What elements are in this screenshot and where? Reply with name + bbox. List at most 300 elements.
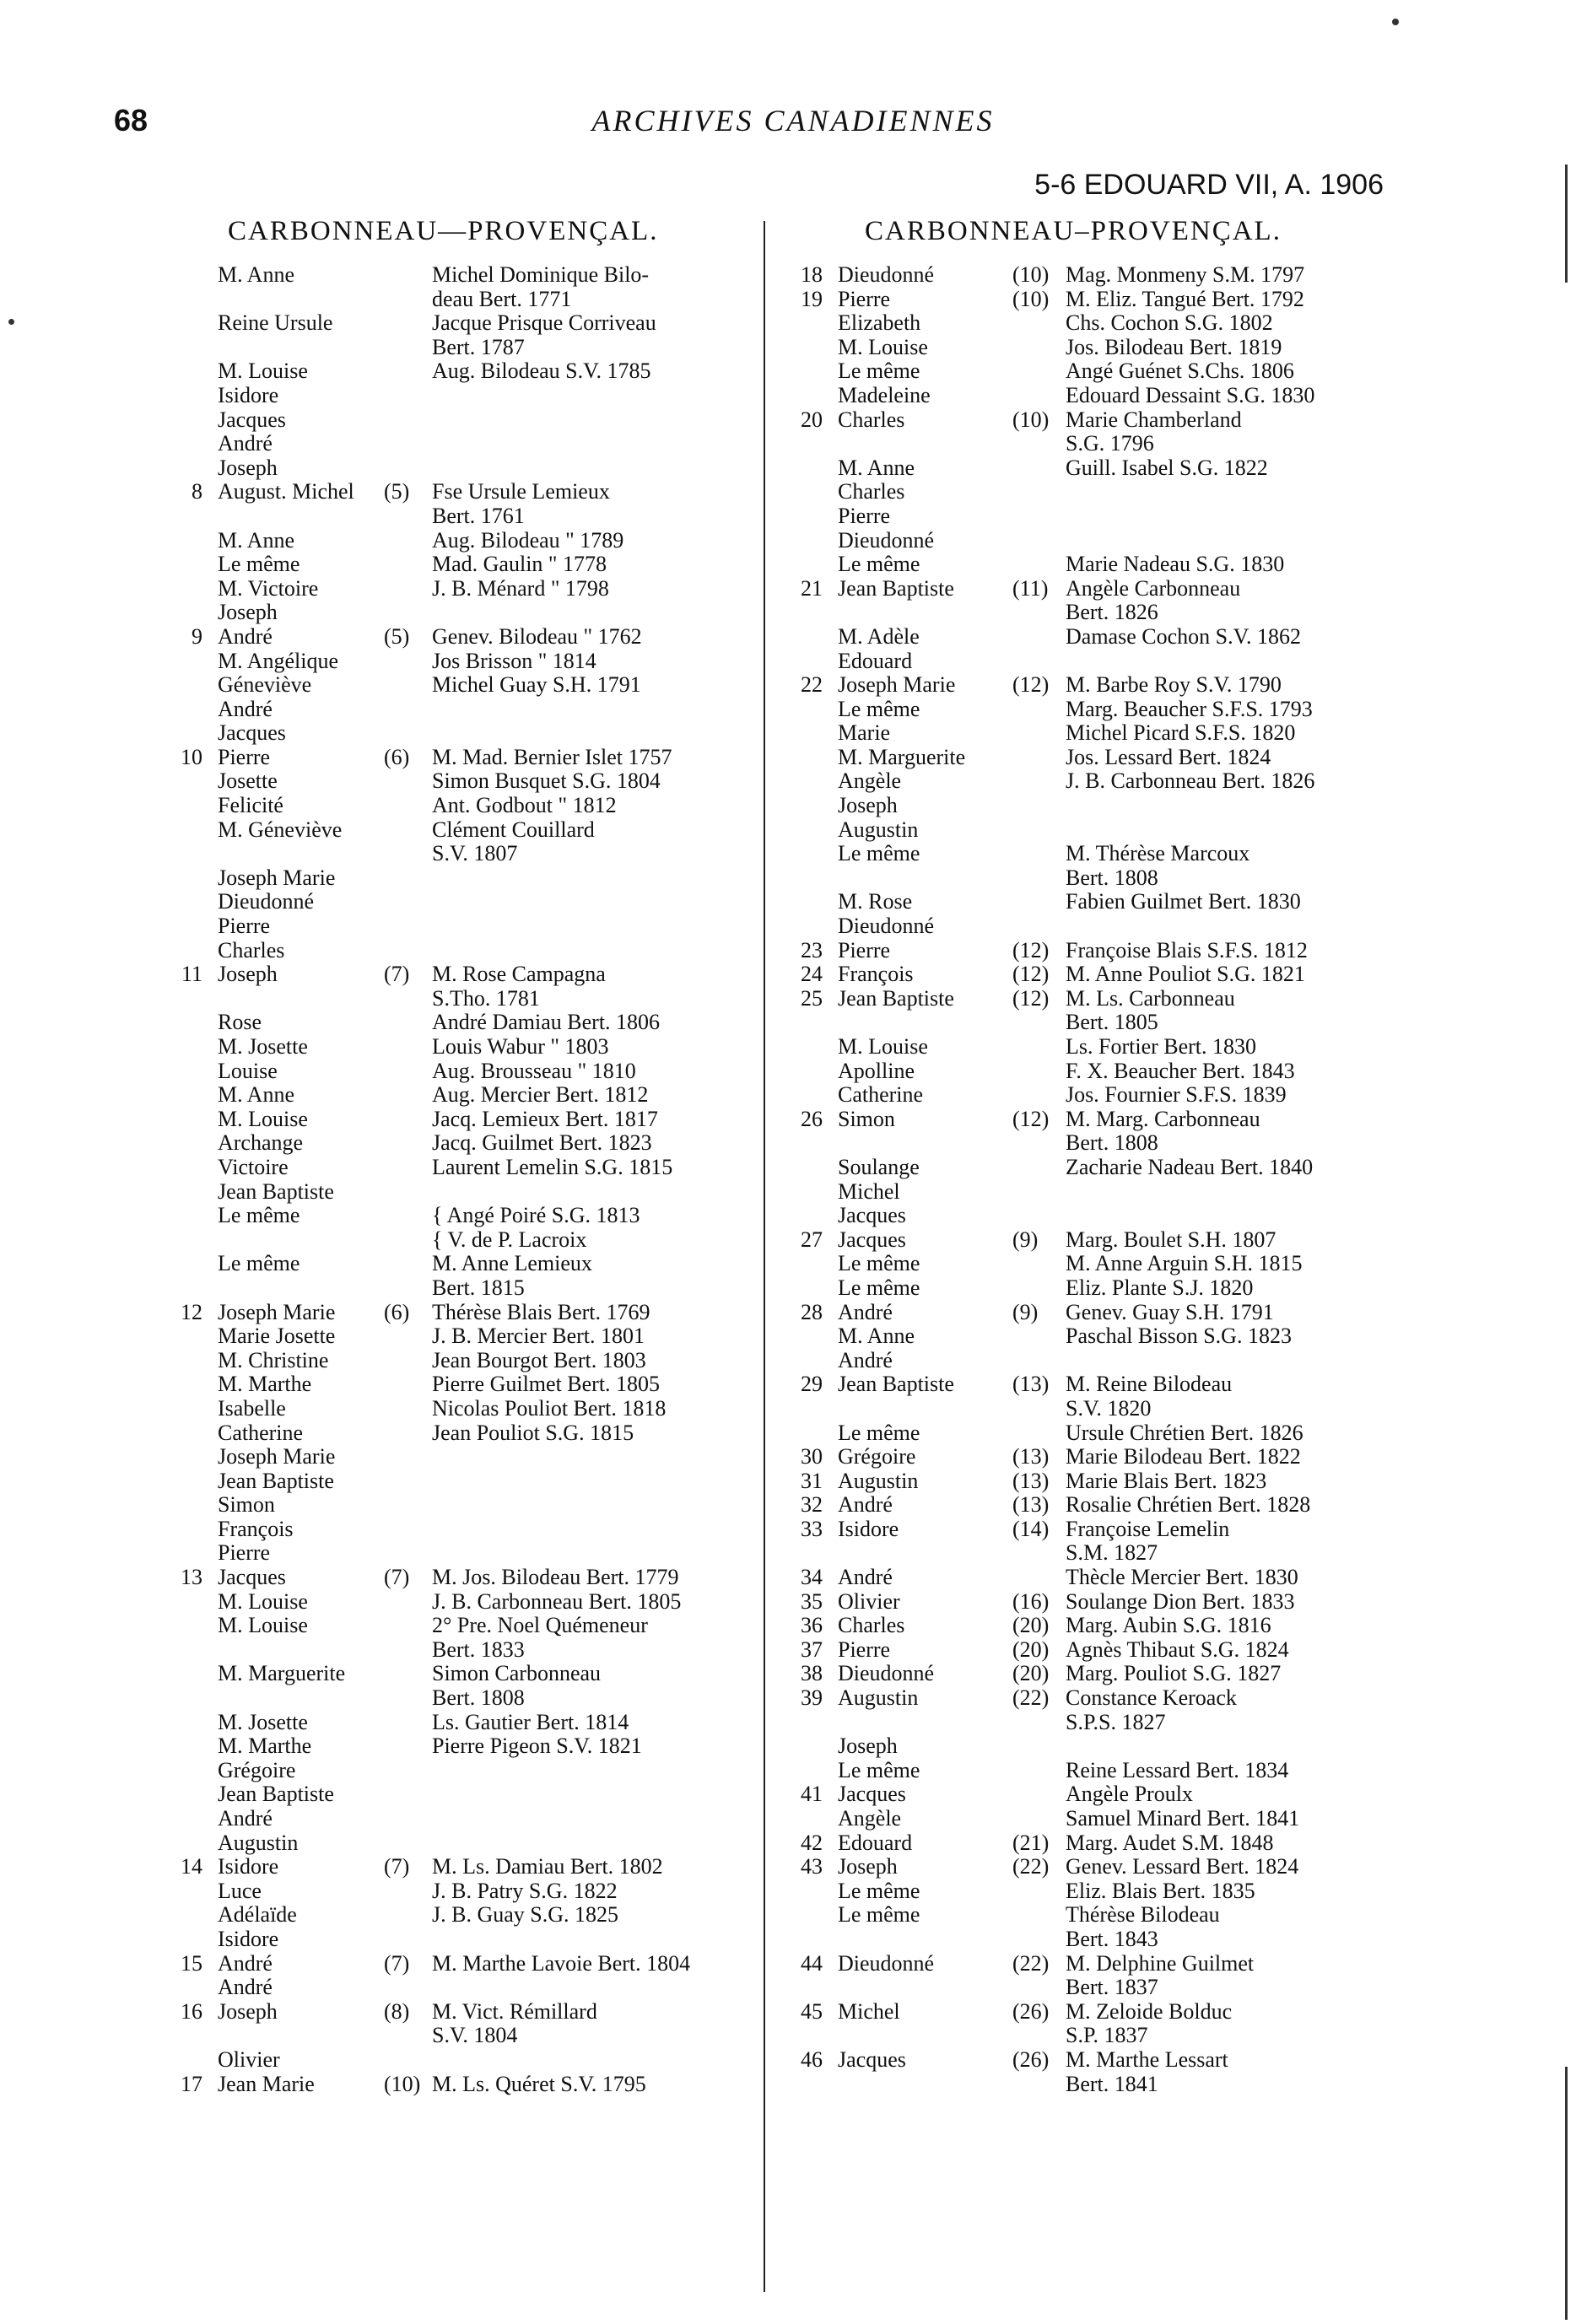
spouse-info: Aug. Brousseau " 1810 bbox=[432, 1058, 636, 1083]
spouse-info: M. Mad. Bernier Islet 1757 bbox=[432, 744, 672, 769]
spouse-info: M. Delphine Guilmet bbox=[1066, 1950, 1255, 1976]
spouse-info: M. Anne Arguin S.H. 1815 bbox=[1066, 1251, 1303, 1276]
entry-name: Marie Josette bbox=[218, 1324, 336, 1349]
entry-name: Pierre bbox=[838, 1637, 891, 1662]
entry-name: Jacques bbox=[218, 1565, 286, 1590]
entry-row bbox=[789, 1493, 1396, 1518]
entry-row bbox=[169, 553, 742, 577]
spouse-info: Genev. Lessard Bert. 1824 bbox=[1066, 1854, 1299, 1879]
entry-row bbox=[789, 673, 1396, 698]
spouse-info: J. B. Guay S.G. 1825 bbox=[432, 1902, 619, 1928]
entry-row bbox=[169, 577, 742, 601]
spouse-info: Laurent Lemelin S.G. 1815 bbox=[432, 1154, 673, 1179]
entry-row bbox=[169, 504, 742, 529]
entry-name: August. Michel bbox=[218, 479, 354, 504]
entry-name: Dieudonné bbox=[838, 1661, 935, 1686]
spouse-info: Bert. 1787 bbox=[432, 334, 525, 359]
entry-row bbox=[169, 1711, 742, 1735]
spouse-info: Thérèse Bilodeau bbox=[1066, 1902, 1220, 1928]
parent-ref: (7) bbox=[384, 1854, 410, 1879]
entry-number: 32 bbox=[801, 1492, 823, 1518]
entry-row bbox=[789, 721, 1396, 746]
parent-ref: (14) bbox=[1012, 1516, 1050, 1541]
entry-name: M. Louise bbox=[218, 1588, 308, 1614]
entry-name: André bbox=[838, 1299, 893, 1324]
entry-number: 41 bbox=[801, 1782, 823, 1807]
spouse-info: Thérèse Blais Bert. 1769 bbox=[432, 1299, 650, 1324]
right-column-heading: CARBONNEAU–PROVENÇAL. bbox=[865, 216, 1282, 246]
spouse-info: André Damiau Bert. 1806 bbox=[432, 1010, 661, 1035]
spouse-info: J. B. Ménard " 1798 bbox=[432, 575, 609, 601]
entry-number: 38 bbox=[801, 1661, 823, 1686]
parent-ref: (12) bbox=[1012, 1106, 1050, 1131]
entry-row bbox=[789, 1083, 1396, 1108]
entry-row bbox=[169, 1131, 742, 1156]
entry-number: 8 bbox=[192, 479, 202, 504]
entry-name: André bbox=[218, 431, 273, 456]
entry-name: M. Josette bbox=[218, 1034, 308, 1059]
entry-name: Joseph bbox=[838, 793, 898, 818]
entry-row bbox=[789, 698, 1396, 722]
entry-name: Jean Baptiste bbox=[838, 985, 954, 1011]
entry-number: 9 bbox=[192, 623, 202, 649]
entry-name: André bbox=[838, 1492, 893, 1518]
entry-name: André bbox=[838, 1347, 893, 1372]
entry-number: 42 bbox=[801, 1830, 823, 1855]
entry-name: André bbox=[218, 623, 273, 649]
spouse-info: Damase Cochon S.V. 1862 bbox=[1066, 623, 1302, 649]
entry-name: M. Adèle bbox=[838, 623, 920, 649]
parent-ref: (20) bbox=[1012, 1613, 1050, 1638]
entry-name: Isidore bbox=[838, 1516, 899, 1541]
entry-row bbox=[789, 1011, 1396, 1035]
entry-name: Pierre bbox=[218, 1540, 271, 1566]
parent-ref: (6) bbox=[384, 744, 410, 769]
entry-row bbox=[169, 359, 742, 384]
entry-name: M. Anne bbox=[218, 527, 294, 553]
entry-row bbox=[789, 1324, 1396, 1349]
spouse-info: Eliz. Plante S.J. 1820 bbox=[1066, 1275, 1254, 1300]
spouse-info: Constance Keroack bbox=[1066, 1685, 1237, 1711]
spouse-info: S.V. 1820 bbox=[1066, 1395, 1152, 1421]
entry-number: 21 bbox=[801, 575, 823, 601]
entry-name: André bbox=[218, 1806, 273, 1831]
entry-name: Augustin bbox=[838, 817, 919, 842]
entry-row bbox=[789, 1397, 1396, 1421]
entry-row bbox=[789, 866, 1396, 891]
spouse-info: Aug. Mercier Bert. 1812 bbox=[432, 1082, 649, 1108]
entry-number: 46 bbox=[801, 2046, 823, 2072]
entry-row bbox=[789, 1445, 1396, 1469]
entry-row bbox=[789, 1372, 1396, 1397]
spouse-info: J. B. Mercier Bert. 1801 bbox=[432, 1324, 645, 1349]
spouse-info: Angèle Proulx bbox=[1066, 1782, 1193, 1807]
entry-row bbox=[169, 1421, 742, 1446]
spouse-info: Genev. Bilodeau " 1762 bbox=[432, 623, 642, 649]
spouse-info: Bert. 1808 bbox=[432, 1685, 525, 1711]
entry-name: Le même bbox=[218, 552, 300, 577]
entry-name: Augustin bbox=[218, 1830, 299, 1855]
entry-name: André bbox=[218, 1975, 273, 2000]
entry-row bbox=[789, 1228, 1396, 1253]
entry-number: 11 bbox=[181, 962, 202, 987]
entry-name: Le même bbox=[838, 1420, 920, 1445]
entry-row bbox=[169, 2000, 742, 2025]
spouse-info: Marie Nadeau S.G. 1830 bbox=[1066, 552, 1285, 577]
entry-row bbox=[789, 1566, 1396, 1590]
parent-ref: (20) bbox=[1012, 1637, 1050, 1662]
entry-name: Le même bbox=[838, 1757, 920, 1782]
entry-name: André bbox=[838, 1565, 893, 1590]
entry-name: André bbox=[218, 1950, 273, 1976]
entry-row bbox=[789, 650, 1396, 674]
entry-name: M. Marguerite bbox=[218, 1661, 346, 1686]
entry-number: 22 bbox=[801, 672, 823, 698]
parent-ref: (10) bbox=[1012, 262, 1050, 287]
spouse-info: Françoise Lemelin bbox=[1066, 1516, 1230, 1541]
spouse-info: Pierre Guilmet Bert. 1805 bbox=[432, 1372, 661, 1397]
spouse-info: Angé Guénet S.Chs. 1806 bbox=[1066, 359, 1294, 384]
spouse-info: Jacq. Lemieux Bert. 1817 bbox=[432, 1106, 658, 1131]
entry-row bbox=[169, 939, 742, 963]
entry-name: M. Christine bbox=[218, 1347, 329, 1372]
entry-row bbox=[169, 1060, 742, 1084]
parent-ref: (12) bbox=[1012, 672, 1050, 698]
spouse-info: Ls. Fortier Bert. 1830 bbox=[1066, 1034, 1257, 1059]
entry-row bbox=[789, 1204, 1396, 1228]
spouse-info: M. Thérèse Marcoux bbox=[1066, 841, 1250, 866]
entry-name: Dieudonné bbox=[838, 527, 935, 553]
column-divider bbox=[764, 221, 765, 2292]
parent-ref: (22) bbox=[1012, 1685, 1050, 1711]
spouse-info: Marg. Pouliot S.G. 1827 bbox=[1066, 1661, 1282, 1686]
entry-name: Le même bbox=[838, 1902, 920, 1928]
spouse-info: Thècle Mercier Bert. 1830 bbox=[1066, 1565, 1298, 1590]
entry-row bbox=[169, 1035, 742, 1060]
entry-row bbox=[169, 2024, 742, 2048]
spouse-info: Jean Bourgot Bert. 1803 bbox=[432, 1347, 646, 1372]
entry-row bbox=[789, 890, 1396, 914]
spouse-info: Clément Couillard bbox=[432, 817, 595, 842]
entry-name: Le même bbox=[838, 696, 920, 721]
entry-name: Pierre bbox=[838, 286, 891, 311]
entry-name: Joseph Marie bbox=[218, 1444, 336, 1469]
entry-row bbox=[789, 1060, 1396, 1084]
parent-ref: (12) bbox=[1012, 962, 1050, 987]
spouse-info: Bert. 1837 bbox=[1066, 1975, 1158, 2000]
entry-name: M. Anne bbox=[838, 1324, 915, 1349]
entry-name: Grégoire bbox=[218, 1757, 296, 1782]
parent-ref: (26) bbox=[1012, 1998, 1050, 2024]
entry-row bbox=[169, 794, 742, 818]
entry-name: Pierre bbox=[218, 744, 271, 769]
entry-name: Joseph bbox=[218, 962, 278, 987]
entry-name: Jacques bbox=[218, 720, 286, 746]
parent-ref: (5) bbox=[384, 623, 410, 649]
parent-ref: (7) bbox=[384, 1950, 410, 1976]
entry-row bbox=[789, 1518, 1396, 1542]
entry-name: Charles bbox=[838, 479, 905, 504]
spouse-info: J. B. Carbonneau Bert. 1826 bbox=[1066, 768, 1315, 794]
spouse-info: Bert. 1843 bbox=[1066, 1926, 1158, 1951]
entry-row bbox=[169, 1590, 742, 1615]
entry-row bbox=[169, 746, 742, 770]
entry-row bbox=[789, 577, 1396, 601]
entry-name: Dieudonné bbox=[838, 262, 935, 287]
spouse-info: Aug. Bilodeau S.V. 1785 bbox=[432, 359, 651, 384]
parent-ref: (7) bbox=[384, 962, 410, 987]
entry-number: 45 bbox=[801, 1998, 823, 2024]
parent-ref: (8) bbox=[384, 1998, 410, 2024]
spouse-info: Jos. Fournier S.F.S. 1839 bbox=[1066, 1082, 1287, 1108]
entry-name: Le même bbox=[838, 552, 920, 577]
entry-name: Olivier bbox=[218, 2046, 280, 2072]
parent-ref: (10) bbox=[1012, 286, 1050, 311]
entry-name: M. Louise bbox=[218, 1613, 308, 1638]
spouse-info: Mag. Monmeny S.M. 1797 bbox=[1066, 262, 1305, 287]
entry-row bbox=[169, 1638, 742, 1663]
left-column-heading: CARBONNEAU—PROVENÇAL. bbox=[228, 216, 659, 246]
entry-row bbox=[789, 1421, 1396, 1446]
spouse-info: Jos Brisson " 1814 bbox=[432, 648, 596, 673]
entry-name: Le même bbox=[838, 1251, 920, 1276]
entry-row bbox=[169, 987, 742, 1011]
parent-ref: (13) bbox=[1012, 1444, 1050, 1469]
spouse-info: M. Rose Campagna bbox=[432, 962, 606, 987]
entry-row bbox=[789, 842, 1396, 866]
entry-number: 39 bbox=[801, 1685, 823, 1711]
spouse-info: Agnès Thibaut S.G. 1824 bbox=[1066, 1637, 1289, 1662]
entry-row bbox=[789, 1734, 1396, 1759]
entry-row bbox=[169, 698, 742, 722]
entry-row bbox=[789, 384, 1396, 408]
left-genealogy-column bbox=[169, 263, 742, 2096]
parent-ref: (26) bbox=[1012, 2046, 1050, 2072]
entry-row bbox=[789, 1301, 1396, 1325]
entry-row bbox=[789, 2024, 1396, 2048]
entry-name: M. Josette bbox=[218, 1709, 308, 1734]
entry-name: M. Angélique bbox=[218, 648, 338, 673]
entry-row bbox=[169, 480, 742, 504]
parent-ref: (12) bbox=[1012, 937, 1050, 962]
parent-ref: (9) bbox=[1012, 1227, 1039, 1252]
entry-name: François bbox=[218, 1516, 294, 1541]
entry-name: Joseph bbox=[218, 455, 278, 480]
spouse-info: Edouard Dessaint S.G. 1830 bbox=[1066, 382, 1315, 407]
spouse-info: J. B. Patry S.G. 1822 bbox=[432, 1878, 618, 1903]
parent-ref: (5) bbox=[384, 479, 410, 504]
entry-row bbox=[789, 1349, 1396, 1373]
parent-ref: (10) bbox=[1012, 407, 1050, 432]
entry-row bbox=[789, 1662, 1396, 1686]
entry-name: Joseph bbox=[838, 1734, 898, 1759]
spouse-info: Soulange Dion Bert. 1833 bbox=[1066, 1588, 1295, 1614]
entry-row bbox=[169, 384, 742, 408]
running-title: ARCHIVES CANADIENNES bbox=[591, 104, 995, 137]
entry-row bbox=[789, 504, 1396, 529]
entry-name: Dieudonné bbox=[838, 1950, 935, 1976]
entry-number: 36 bbox=[801, 1613, 823, 1638]
spouse-info: M. Ls. Carbonneau bbox=[1066, 985, 1235, 1011]
entry-name: Le même bbox=[838, 841, 920, 866]
spouse-info: Marg. Beaucher S.F.S. 1793 bbox=[1066, 696, 1313, 721]
spouse-info: S.G. 1796 bbox=[1066, 431, 1154, 456]
entry-number: 30 bbox=[801, 1444, 823, 1469]
entry-name: Madeleine bbox=[838, 382, 931, 407]
entry-name: M. Anne bbox=[218, 1082, 294, 1108]
entry-number: 15 bbox=[181, 1950, 202, 1976]
entry-name: Edouard bbox=[838, 1830, 913, 1855]
parent-ref: (7) bbox=[384, 1565, 410, 1590]
entry-row bbox=[169, 456, 742, 481]
entry-row bbox=[789, 2000, 1396, 2025]
entry-row bbox=[789, 1976, 1396, 2000]
entry-name: Jacques bbox=[838, 1782, 906, 1807]
spouse-info: M. Eliz. Tangué Bert. 1792 bbox=[1066, 286, 1304, 311]
entry-row bbox=[169, 1541, 742, 1566]
entry-row bbox=[169, 721, 742, 746]
entry-row bbox=[169, 1180, 742, 1205]
entry-row bbox=[169, 1831, 742, 1856]
spouse-info: M. Ls. Damiau Bert. 1802 bbox=[432, 1854, 663, 1879]
entry-name: Jean Baptiste bbox=[218, 1468, 334, 1493]
entry-row bbox=[789, 1879, 1396, 1904]
entry-name: Grégoire bbox=[838, 1444, 916, 1469]
spouse-info: Marg. Audet S.M. 1848 bbox=[1066, 1830, 1274, 1855]
entry-row bbox=[169, 601, 742, 625]
spouse-info: Simon Busquet S.G. 1804 bbox=[432, 768, 661, 794]
entry-row bbox=[789, 311, 1396, 336]
entry-row bbox=[789, 962, 1396, 987]
entry-name: Rose bbox=[218, 1010, 262, 1035]
spouse-info: M. Ls. Quéret S.V. 1795 bbox=[432, 2071, 646, 2096]
entry-name: Catherine bbox=[218, 1420, 304, 1445]
spouse-info: Michel Guay S.H. 1791 bbox=[432, 672, 641, 698]
spouse-info: Michel Dominique Bilo- bbox=[432, 262, 650, 287]
entry-row bbox=[169, 1879, 742, 1904]
entry-name: Apolline bbox=[838, 1058, 915, 1083]
spouse-info: Michel Picard S.F.S. 1820 bbox=[1066, 720, 1296, 746]
entry-row bbox=[789, 1831, 1396, 1856]
entry-row bbox=[789, 288, 1396, 312]
spouse-info: Mad. Gaulin " 1778 bbox=[432, 552, 607, 577]
spouse-info: Pierre Pigeon S.V. 1821 bbox=[432, 1734, 642, 1759]
spouse-info: Fse Ursule Lemieux bbox=[432, 479, 610, 504]
entry-name: Le même bbox=[218, 1251, 300, 1276]
entry-row bbox=[789, 359, 1396, 384]
entry-name: Elizabeth bbox=[838, 310, 921, 336]
spouse-info: deau Bert. 1771 bbox=[432, 286, 572, 311]
spouse-info: Jacque Prisque Corriveau bbox=[432, 310, 656, 336]
entry-row bbox=[789, 914, 1396, 939]
entry-name: M. Anne bbox=[838, 455, 915, 480]
spouse-info: S.P.S. 1827 bbox=[1066, 1709, 1166, 1734]
entry-row bbox=[169, 1614, 742, 1638]
parent-ref: (13) bbox=[1012, 1468, 1050, 1493]
entry-name: Luce bbox=[218, 1878, 262, 1903]
parent-ref: (22) bbox=[1012, 1950, 1050, 1976]
entry-row bbox=[789, 746, 1396, 770]
entry-row bbox=[169, 769, 742, 794]
entry-row bbox=[789, 432, 1396, 456]
entry-row bbox=[789, 987, 1396, 1011]
parent-ref: (11) bbox=[1012, 575, 1049, 601]
parent-ref: (6) bbox=[384, 1299, 410, 1324]
entry-row bbox=[169, 1083, 742, 1108]
entry-number: 13 bbox=[181, 1565, 202, 1590]
parent-ref: (13) bbox=[1012, 1492, 1050, 1518]
spouse-info: Reine Lessard Bert. 1834 bbox=[1066, 1757, 1289, 1782]
spouse-info: Marg. Aubin S.G. 1816 bbox=[1066, 1613, 1271, 1638]
entry-row bbox=[169, 1301, 742, 1325]
entry-row bbox=[169, 1662, 742, 1686]
entry-row bbox=[169, 842, 742, 866]
entry-number: 29 bbox=[801, 1372, 823, 1397]
entry-name: Charles bbox=[838, 407, 905, 432]
entry-name: Edouard bbox=[838, 648, 913, 673]
entry-name: Joseph bbox=[218, 1998, 278, 2024]
entry-row bbox=[169, 1855, 742, 1879]
entry-row bbox=[169, 818, 742, 843]
entry-name: Joseph bbox=[218, 600, 278, 625]
entry-row bbox=[169, 1807, 742, 1831]
spouse-info: Bert. 1808 bbox=[1066, 1130, 1158, 1156]
parent-ref: (22) bbox=[1012, 1854, 1050, 1879]
spouse-info: Guill. Isabel S.G. 1822 bbox=[1066, 455, 1268, 480]
entry-row bbox=[169, 866, 742, 891]
entry-row bbox=[169, 673, 742, 698]
entry-number: 24 bbox=[801, 962, 823, 987]
entry-row bbox=[169, 650, 742, 674]
spouse-info: M. Marg. Carbonneau bbox=[1066, 1106, 1260, 1131]
entry-row bbox=[169, 1252, 742, 1276]
entry-row bbox=[169, 432, 742, 456]
entry-row bbox=[789, 794, 1396, 818]
entry-name: Charles bbox=[218, 937, 285, 962]
entry-name: M. Victoire bbox=[218, 575, 319, 601]
spouse-info: Marie Chamberland bbox=[1066, 407, 1242, 432]
entry-row bbox=[169, 1276, 742, 1301]
entry-name: M. Anne bbox=[218, 262, 294, 287]
scan-speck bbox=[1392, 19, 1399, 25]
entry-row bbox=[169, 1518, 742, 1542]
entry-number: 12 bbox=[181, 1299, 202, 1324]
spouse-info: Jean Pouliot S.G. 1815 bbox=[432, 1420, 634, 1445]
entry-number: 16 bbox=[181, 1998, 202, 2024]
entry-name: Charles bbox=[838, 1613, 905, 1638]
entry-name: Isabelle bbox=[218, 1395, 286, 1421]
entry-number: 10 bbox=[181, 744, 202, 769]
spouse-info: Ant. Godbout " 1812 bbox=[432, 793, 617, 818]
entry-row bbox=[169, 1759, 742, 1783]
spouse-info: Bert. 1841 bbox=[1066, 2071, 1158, 2096]
entry-row bbox=[169, 288, 742, 312]
entry-row bbox=[789, 1108, 1396, 1132]
entry-name: Jacques bbox=[838, 1203, 906, 1228]
entry-name: Angèle bbox=[838, 1806, 902, 1831]
entry-row bbox=[789, 625, 1396, 650]
entry-number: 25 bbox=[801, 985, 823, 1011]
entry-row bbox=[789, 553, 1396, 577]
spouse-info: S.P. 1837 bbox=[1066, 2023, 1148, 2048]
spouse-info: J. B. Carbonneau Bert. 1805 bbox=[432, 1588, 682, 1614]
entry-number: 14 bbox=[181, 1854, 202, 1879]
entry-name: Catherine bbox=[838, 1082, 924, 1108]
spouse-info: Marg. Boulet S.H. 1807 bbox=[1066, 1227, 1276, 1252]
spouse-info: { V. de P. Lacroix bbox=[432, 1227, 587, 1252]
entry-name: Jean Baptiste bbox=[838, 1372, 954, 1397]
spouse-info: Jos. Lessard Bert. 1824 bbox=[1066, 744, 1271, 769]
